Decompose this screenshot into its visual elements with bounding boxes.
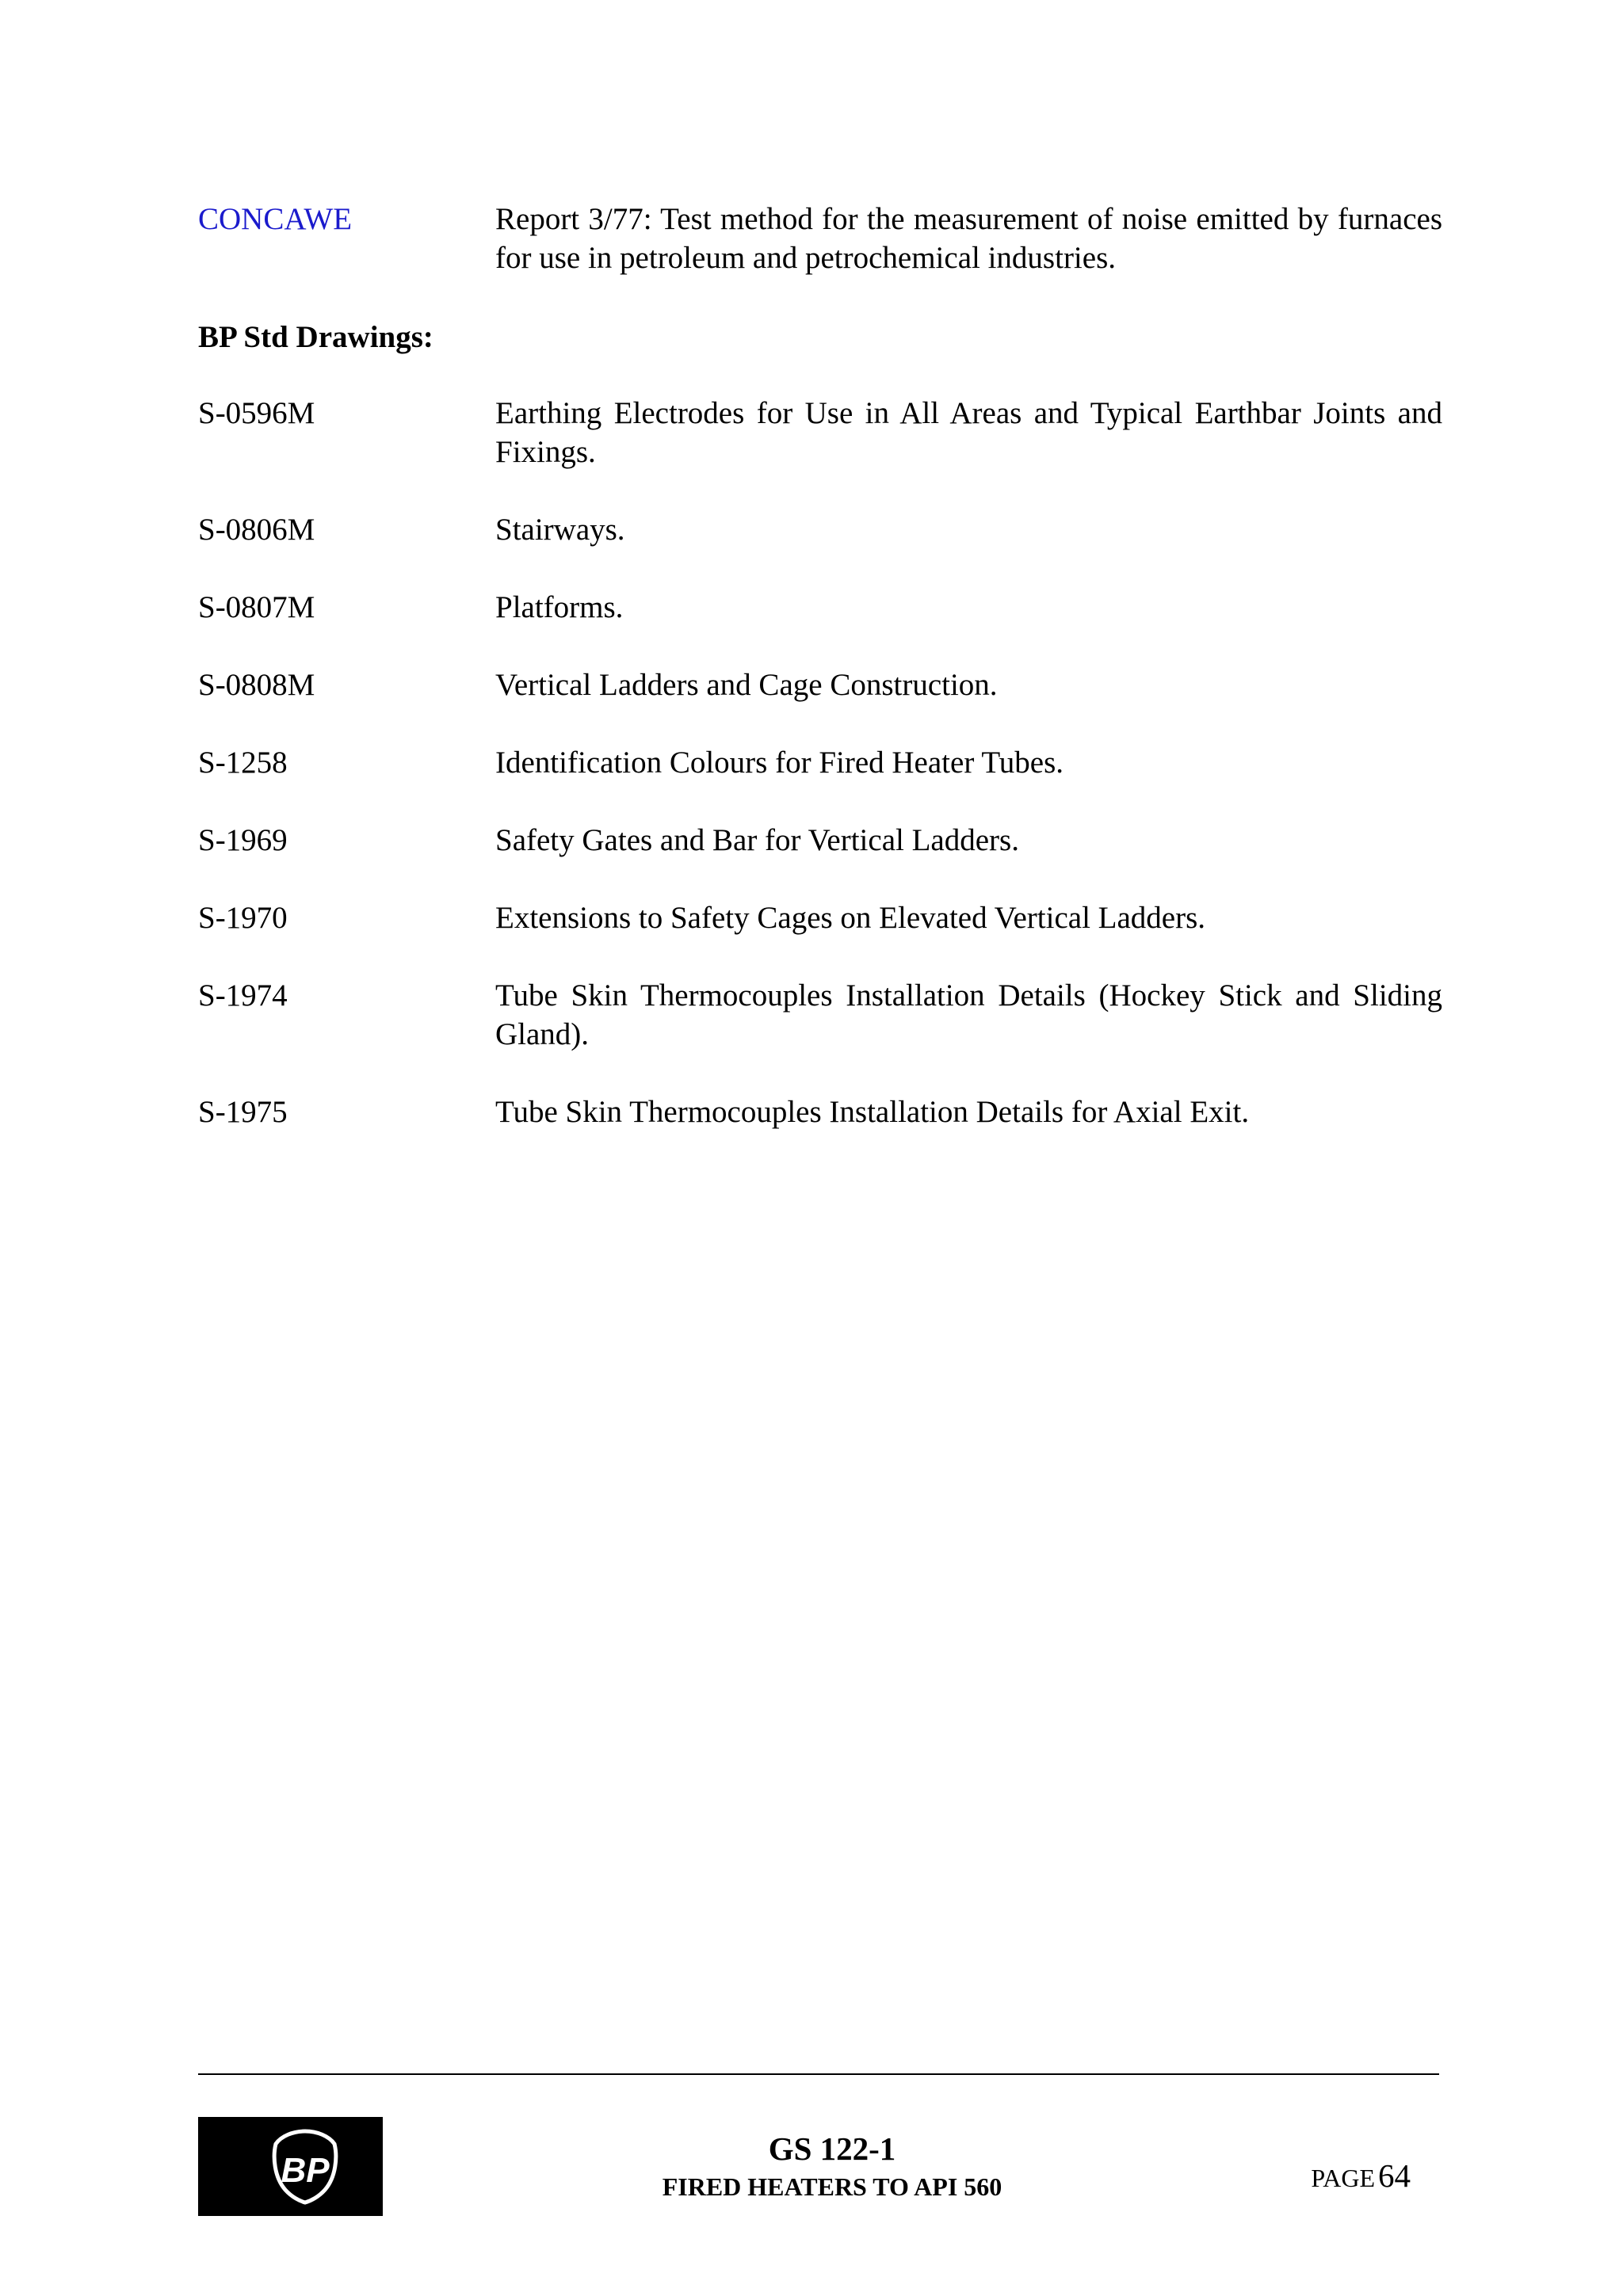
drawing-number: S-0807M [198,590,315,624]
drawing-number: S-1970 [198,901,288,935]
section-heading-bp-std-drawings: BP Std Drawings: [198,320,433,354]
drawing-number: S-1969 [198,823,288,857]
drawing-number: S-0596M [198,396,315,430]
page-value: 64 [1378,2157,1411,2194]
footer-divider [198,2073,1439,2075]
drawing-title: Extensions to Safety Cages on Elevated Vertical Ladders. [495,901,1206,935]
drawing-title: Vertical Ladders and Cage Construction. [495,668,998,702]
drawing-number: S-0806M [198,513,315,547]
drawing-number: S-1258 [198,746,288,780]
page-label: PAGE [1311,2164,1375,2192]
reference-description: Report 3/77: Test method for the measurement of noise emitted by furnaces for use in petroleum and petrochemical industries. [495,202,1442,275]
page-number [1260,2157,1411,2203]
drawing-number: S-1975 [198,1095,288,1129]
drawing-title: Platforms. [495,590,624,624]
drawing-title: Safety Gates and Bar for Vertical Ladders. [495,823,1019,857]
drawing-number: S-1974 [198,978,288,1013]
svg-text:BP: BP [281,2151,330,2190]
reference-link-concawe[interactable]: CONCAWE [198,202,353,236]
document-number: GS 122-1 [768,2130,896,2167]
drawing-title: Stairways. [495,513,625,547]
drawing-title: Earthing Electrodes for Use in All Areas and Typical Earthbar Joints and Fixings. [495,396,1442,469]
bp-shield-icon [198,2117,383,2216]
bp-logo [198,2117,383,2216]
drawing-title: Identification Colours for Fired Heater Tubes. [495,746,1064,780]
drawing-title: Tube Skin Thermocouples Installation Details (Hockey Stick and Sliding Gland). [495,978,1442,1051]
drawing-number: S-0808M [198,668,315,702]
drawing-title: Tube Skin Thermocouples Installation Details for Axial Exit. [495,1095,1250,1129]
document-title: FIRED HEATERS TO API 560 [662,2172,1002,2201]
